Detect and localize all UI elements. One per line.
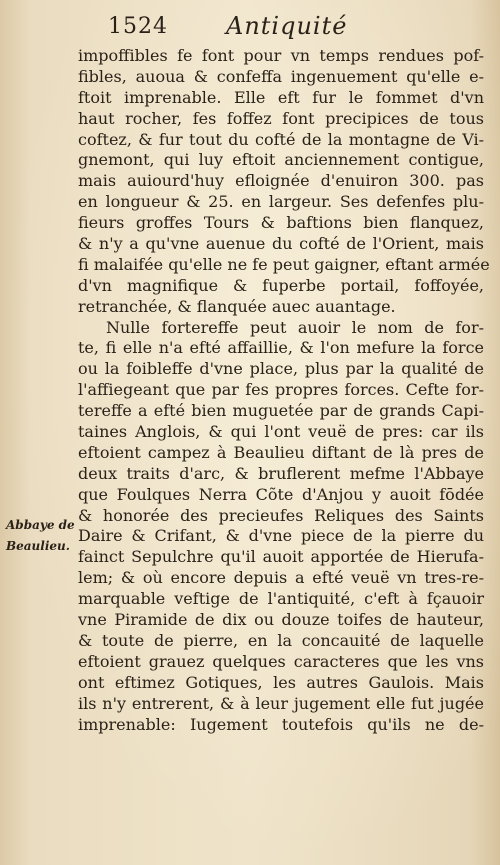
text-line: tereffe a efté bien muguetée par de grands Capi- <box>78 401 484 421</box>
text-line: impoffibles fe font pour vn temps rendues pof- <box>78 46 484 65</box>
running-title: Antiquité <box>226 12 348 40</box>
text-line: & honorée des precieufes Reliques des Saints <box>78 505 484 525</box>
text-line: fi malaifée qu'elle ne fe peut gaigner, eftant armée <box>78 254 490 274</box>
text-line: que Foulques Nerra Cõte d'Anjou y auoit fōdée <box>78 484 484 504</box>
page-number: 1524 <box>108 14 168 39</box>
margin-note-line-2: Beaulieu. <box>6 539 70 553</box>
text-line: haut rocher, fes foffez font precipices de tous <box>78 108 484 128</box>
margin-note-line-1: Abbaye de <box>6 518 75 532</box>
text-line: fibles, auoua & confeffa ingenuement qu'elle e- <box>78 66 484 86</box>
text-line: & n'y a qu'vne auenue du cofté de l'Orient, mais <box>78 234 484 254</box>
text-line: taines Anglois, & qui l'ont veuë de pres: car ils <box>78 422 484 442</box>
text-line: Daire & Crifant, & d'vne piece de la pierre du <box>78 526 484 546</box>
text-line: mais auiourd'huy efloignée d'enuiron 300. pas <box>78 171 484 191</box>
text-line: ont eftimez Gotiques, les autres Gaulois. Mais <box>78 672 484 692</box>
text-line: ils n'y entrerent, & à leur jugement elle fut jugée <box>78 693 484 713</box>
text-line: eftoient campez à Beaulieu diftant de là pres de <box>78 442 484 462</box>
text-line: d'vn magnifique & fuperbe portail, foffoyée, <box>78 275 484 295</box>
text-line: gnemont, qui luy eftoit anciennement contigue, <box>78 150 484 170</box>
text-line: imprenable: Iugement toutefois qu'ils ne de- <box>78 714 484 734</box>
text-line: fainct Sepulchre qu'il auoit apportée de Hierufa- <box>78 547 484 567</box>
text-line: ftoit imprenable. Elle eft fur le fommet d'vn <box>78 87 484 107</box>
paragraph-start-line: Nulle fortereffe peut auoir le nom de for- <box>106 317 484 337</box>
text-line: retranchée, & flanquée auec auantage. <box>78 296 396 316</box>
text-line: marquable veftige de l'antiquité, c'eft à fçauoir <box>78 589 484 609</box>
text-line: lem; & où encore depuis a efté veuë vn tres-re- <box>78 568 484 588</box>
page-header <box>108 6 468 42</box>
text-line: ou la foibleffe d'vne place, plus par la qualité de <box>78 359 484 379</box>
text-line: eftoient grauez quelques caracteres que les vns <box>78 651 484 671</box>
text-line: vne Piramide de dix ou douze toifes de hauteur, <box>78 610 484 630</box>
text-line: deux traits d'arc, & bruflerent mefme l'Abbaye <box>78 463 484 483</box>
text-line: te, fi elle n'a efté affaillie, & l'on mefure la force <box>78 338 484 358</box>
text-line: en longueur & 25. en largeur. Ses defenfes plu- <box>78 192 484 212</box>
text-line: fieurs groffes Tours & baftions bien flanquez, <box>78 213 484 233</box>
text-line: coftez, & fur tout du cofté de la montagne de Vi- <box>78 129 484 149</box>
text-line: & toute de pierre, en la concauité de laquelle <box>78 630 484 650</box>
body-text <box>78 46 490 735</box>
text-line: l'affiegeant que par fes propres forces. Cefte for- <box>78 380 484 400</box>
